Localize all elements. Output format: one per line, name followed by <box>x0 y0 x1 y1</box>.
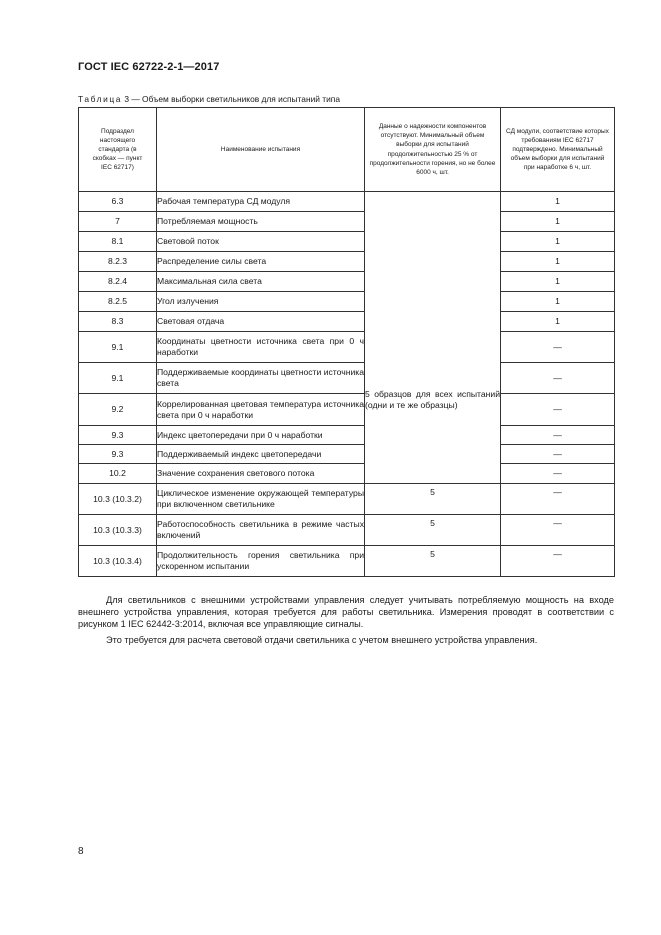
section-cell: 8.2.5 <box>79 292 157 312</box>
table-row <box>79 312 615 332</box>
sample-size-cell: 5 <box>365 515 501 546</box>
sample-count-cell: — <box>501 484 615 515</box>
sample-size-table <box>78 107 615 577</box>
sample-count-cell: 1 <box>501 192 615 212</box>
table-row <box>79 252 615 272</box>
test-name-cell: Координаты цветности источника света при 0 ч наработки <box>157 332 365 363</box>
test-name-cell: Световая отдача <box>157 312 365 332</box>
table-row <box>79 464 615 484</box>
section-cell: 9.3 <box>79 445 157 464</box>
table-row <box>79 232 615 252</box>
section-cell: 8.2.3 <box>79 252 157 272</box>
sample-count-cell: 1 <box>501 272 615 292</box>
header-section: Подраздел настоящего стандарта (в скобках — пункт IEC 62717) <box>79 108 157 192</box>
section-cell: 8.2.4 <box>79 272 157 292</box>
test-name-cell: Угол излучения <box>157 292 365 312</box>
table-caption-prefix: Таблица <box>78 94 123 104</box>
section-cell: 9.3 <box>79 426 157 445</box>
section-cell: 9.2 <box>79 394 157 426</box>
paragraph-efficacy-note <box>78 634 614 646</box>
sample-count-cell: 1 <box>501 232 615 252</box>
header-no-reliability-data: Данные о надежности компонентов отсутствуют. Минимальный объем выборки для испытаний продолжительностью 25 % от продолжительности горения, но не более 6000 ч, шт. <box>365 108 501 192</box>
test-name-cell: Индекс цветопередачи при 0 ч наработки <box>157 426 365 445</box>
test-name-cell: Значение сохранения светового потока <box>157 464 365 484</box>
table-row <box>79 363 615 394</box>
table-row <box>79 546 615 577</box>
page-number: 8 <box>78 846 84 857</box>
section-cell: 9.1 <box>79 363 157 394</box>
sample-count-cell: 1 <box>501 252 615 272</box>
header-test-name: Наименование испытания <box>157 108 365 192</box>
sample-count-cell: — <box>501 332 615 363</box>
table-header-row <box>79 108 615 192</box>
sample-count-cell: — <box>501 426 615 445</box>
document-id: ГОСТ IEC 62722-2-1—2017 <box>78 61 220 73</box>
test-name-cell: Максимальная сила света <box>157 272 365 292</box>
merged-sample-text: 5 образцов для всех испытаний (одни и те же образцы) <box>365 389 500 410</box>
table-row <box>79 484 615 515</box>
sample-count-cell: — <box>501 394 615 426</box>
section-cell: 8.1 <box>79 232 157 252</box>
test-name-cell: Поддерживаемый индекс цветопередачи <box>157 445 365 464</box>
sample-count-cell: — <box>501 363 615 394</box>
table-row <box>79 332 615 363</box>
test-name-cell: Работоспособность светильника в режиме частых включений <box>157 515 365 546</box>
table-caption <box>78 94 340 104</box>
header-led-module-compliant: СД модули, соответствие которых требованиям IEC 62717 подтверждено. Минимальный объем выборки для испытаний при наработке 6 ч, шт. <box>501 108 615 192</box>
test-name-cell: Потребляемая мощность <box>157 212 365 232</box>
table-row <box>79 292 615 312</box>
section-cell: 10.3 (10.3.2) <box>79 484 157 515</box>
table-caption-text: 3 — Объем выборки светильников для испытаний типа <box>122 94 340 104</box>
table-row <box>79 272 615 292</box>
paragraph-1-text: Для светильников с внешними устройствами управления следует учитывать потребляемую мощность на входе внешнего устройства управления, которая требуется для работы светильника. Измерения проводят в соответствии с рисунком 1 IEC 62442-3:2014, включая все управляющие сигналы. <box>78 595 614 630</box>
table-row <box>79 426 615 445</box>
test-name-cell: Продолжительность горения светильника при ускоренном испытании <box>157 546 365 577</box>
sample-size-cell: 5 <box>365 484 501 515</box>
section-cell: 8.3 <box>79 312 157 332</box>
sample-size-cell: 5 <box>365 546 501 577</box>
section-cell: 7 <box>79 212 157 232</box>
sample-count-cell: — <box>501 515 615 546</box>
sample-count-cell: — <box>501 445 615 464</box>
table-row <box>79 445 615 464</box>
sample-count-cell: — <box>501 546 615 577</box>
paragraph-external-control <box>78 594 614 630</box>
section-cell: 10.3 (10.3.4) <box>79 546 157 577</box>
test-name-cell: Распределение силы света <box>157 252 365 272</box>
test-name-cell: Коррелированная цветовая температура источника света при 0 ч наработки <box>157 394 365 426</box>
table-row <box>79 212 615 232</box>
sample-count-cell: 1 <box>501 292 615 312</box>
table-row <box>79 192 615 212</box>
table-row <box>79 394 615 426</box>
test-name-cell: Поддерживаемые координаты цветности источника света <box>157 363 365 394</box>
test-name-cell: Циклическое изменение окружающей температуры при включенном светильнике <box>157 484 365 515</box>
sample-count-cell: 1 <box>501 312 615 332</box>
section-cell: 10.2 <box>79 464 157 484</box>
test-name-cell: Световой поток <box>157 232 365 252</box>
table-row <box>79 515 615 546</box>
merged-sample-cell <box>365 192 501 484</box>
section-cell: 6.3 <box>79 192 157 212</box>
section-cell: 10.3 (10.3.3) <box>79 515 157 546</box>
sample-count-cell: — <box>501 464 615 484</box>
test-name-cell: Рабочая температура СД модуля <box>157 192 365 212</box>
paragraph-2-text: Это требуется для расчета световой отдачи светильника с учетом внешнего устройства управления. <box>106 635 538 645</box>
sample-count-cell: 1 <box>501 212 615 232</box>
section-cell: 9.1 <box>79 332 157 363</box>
